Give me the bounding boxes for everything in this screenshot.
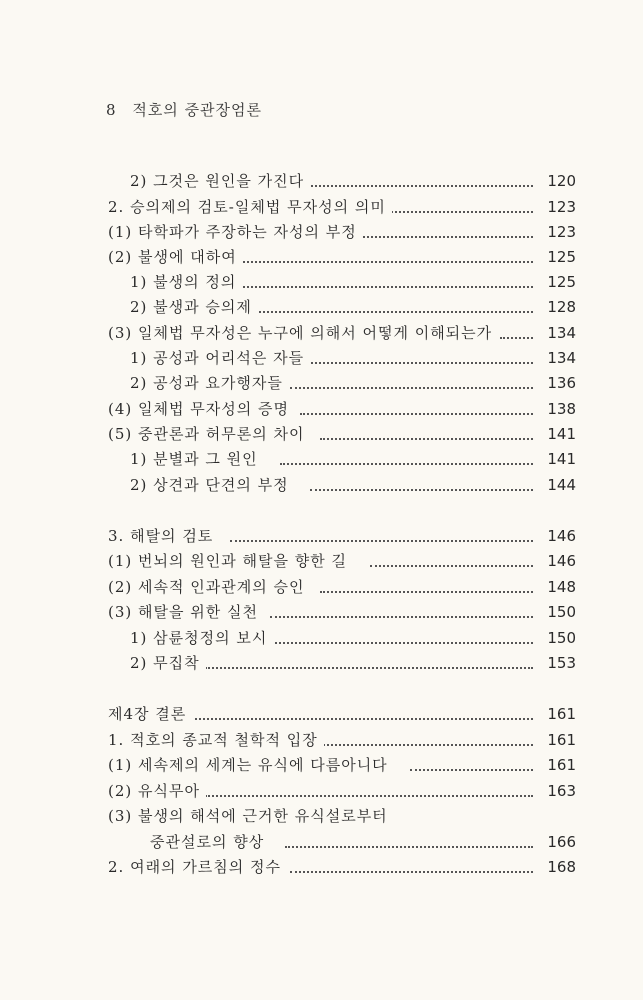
dot-leader [270, 642, 533, 644]
toc-entry-page: 138 [547, 400, 576, 418]
toc-entry [0, 474, 643, 496]
toc-entry [0, 576, 643, 598]
toc-entry [0, 423, 643, 445]
toc-entry [0, 448, 643, 470]
toc-entry-title: (2) 유식무아 [108, 780, 206, 802]
toc-entry-page: 148 [547, 578, 576, 596]
toc-entry-page: 144 [547, 476, 576, 494]
toc-entry-title: 제4장 결론 [108, 703, 192, 725]
toc-entry [0, 601, 643, 623]
toc-entry-page: 166 [547, 833, 576, 851]
dot-leader [290, 871, 533, 873]
toc-entry [0, 372, 643, 394]
dot-leader [285, 846, 533, 848]
dot-leader [310, 489, 533, 491]
toc-entry-title: (3) 해탈을 위한 실천 [108, 601, 264, 623]
toc-entry-page: 163 [547, 782, 576, 800]
toc-entry-title: (2) 불생에 대하여 [108, 246, 243, 268]
toc-entry-page: 134 [547, 324, 576, 342]
toc-entry-page: 125 [547, 273, 576, 291]
toc-entry-title: 1) 분별과 그 원인 [130, 448, 264, 470]
toc-entry [0, 856, 643, 878]
toc-entry-page: 150 [547, 603, 576, 621]
dot-leader [500, 337, 533, 339]
dot-leader [290, 387, 533, 389]
dot-leader [190, 718, 533, 720]
toc-entry-title: 2) 무집착 [130, 652, 206, 674]
dot-leader [240, 261, 533, 263]
toc-entry-title: 2) 상견과 단견의 부정 [130, 474, 295, 496]
dot-leader [205, 795, 533, 797]
toc-entry-title: 1) 불생의 정의 [130, 271, 242, 293]
toc-entry [0, 729, 643, 751]
toc-entry-title: (3) 불생의 해석에 근거한 유식설로부터 [108, 805, 394, 827]
toc-entry-page: 150 [547, 629, 576, 647]
toc-entry-title: 중관설로의 향상 [150, 831, 270, 853]
toc-entry [0, 271, 643, 293]
dot-leader [250, 311, 533, 313]
toc-entry-title: 2) 그것은 원인을 가진다 [130, 170, 310, 192]
toc-entry-page: 146 [547, 527, 576, 545]
toc-entry-page: 120 [547, 172, 576, 190]
dot-leader [320, 591, 533, 593]
toc-entry [0, 754, 643, 776]
toc-entry-title: (5) 중관론과 허무론의 차이 [108, 423, 310, 445]
toc-entry-title: (4) 일체법 무자성의 증명 [108, 398, 295, 420]
toc-entry [0, 221, 643, 243]
toc-entry [0, 246, 643, 268]
toc-entry-page: 161 [547, 756, 576, 774]
dot-leader [320, 438, 533, 440]
dot-leader [370, 565, 533, 567]
toc-entry [0, 296, 643, 318]
dot-leader [280, 463, 533, 465]
toc-entry-title: 2. 승의제의 검토-일체법 무자성의 의미 [108, 196, 392, 218]
toc-entry-page: 141 [547, 450, 576, 468]
toc-entry-page: 161 [547, 705, 576, 723]
dot-leader [270, 616, 533, 618]
toc-entry-page: 123 [547, 198, 576, 216]
toc-entry-title: 3. 해탈의 검토 [108, 525, 219, 547]
toc-entry [0, 831, 643, 853]
toc-entry-title: 2) 불생과 승의제 [130, 296, 258, 318]
toc-entry-page: 161 [547, 731, 576, 749]
toc-entry-title: (3) 일체법 무자성은 누구에 의해서 어떻게 이해되는가 [108, 322, 498, 344]
dot-leader [300, 362, 533, 364]
toc-entry-title: 1. 적호의 종교적 철학적 입장 [108, 729, 324, 751]
toc-entry-title: 2) 공성과 요가행자들 [130, 372, 289, 394]
page-number: 8 [106, 101, 117, 119]
toc-entry-title: 2. 여래의 가르침의 정수 [108, 856, 287, 878]
toc-entry-page: 136 [547, 374, 576, 392]
toc-entry [0, 347, 643, 369]
toc-entry [0, 196, 643, 218]
dot-leader [205, 667, 533, 669]
toc-entry [0, 170, 643, 192]
toc-entry [0, 652, 643, 674]
dot-leader [360, 236, 533, 238]
dot-leader [380, 211, 533, 213]
toc-entry [0, 525, 643, 547]
book-title: 적호의 중관장엄론 [132, 101, 263, 119]
toc-entry-page: 123 [547, 223, 576, 241]
running-head [106, 99, 262, 120]
toc-entry-title: 1) 삼륜청정의 보시 [130, 627, 273, 649]
toc-entry-title: (1) 번뇌의 원인과 해탈을 향한 길 [108, 550, 353, 572]
dot-leader [320, 744, 533, 746]
toc-entry [0, 398, 643, 420]
toc-entry [0, 805, 643, 827]
toc-entry-page: 125 [547, 248, 576, 266]
dot-leader [300, 185, 533, 187]
dot-leader [300, 413, 533, 415]
toc-entry-title: 1) 공성과 어리석은 자들 [130, 347, 310, 369]
toc-entry [0, 550, 643, 572]
toc-entry [0, 627, 643, 649]
toc-entry-page: 128 [547, 298, 576, 316]
toc-entry-title: (1) 세속제의 세계는 유식에 다름아니다 [108, 754, 394, 776]
dot-leader [230, 540, 533, 542]
toc-entry-page: 141 [547, 425, 576, 443]
toc-entry [0, 780, 643, 802]
toc-entry-page: 134 [547, 349, 576, 367]
toc-entry-page: 146 [547, 552, 576, 570]
dot-leader [410, 769, 533, 771]
toc-entry-title: (2) 세속적 인과관계의 승인 [108, 576, 310, 598]
toc-entry-page: 168 [547, 858, 576, 876]
toc-entry-title: (1) 타학파가 주장하는 자성의 부정 [108, 221, 363, 243]
toc-entry [0, 322, 643, 344]
toc-entry-page: 153 [547, 654, 576, 672]
dot-leader [240, 286, 533, 288]
toc-entry [0, 703, 643, 725]
